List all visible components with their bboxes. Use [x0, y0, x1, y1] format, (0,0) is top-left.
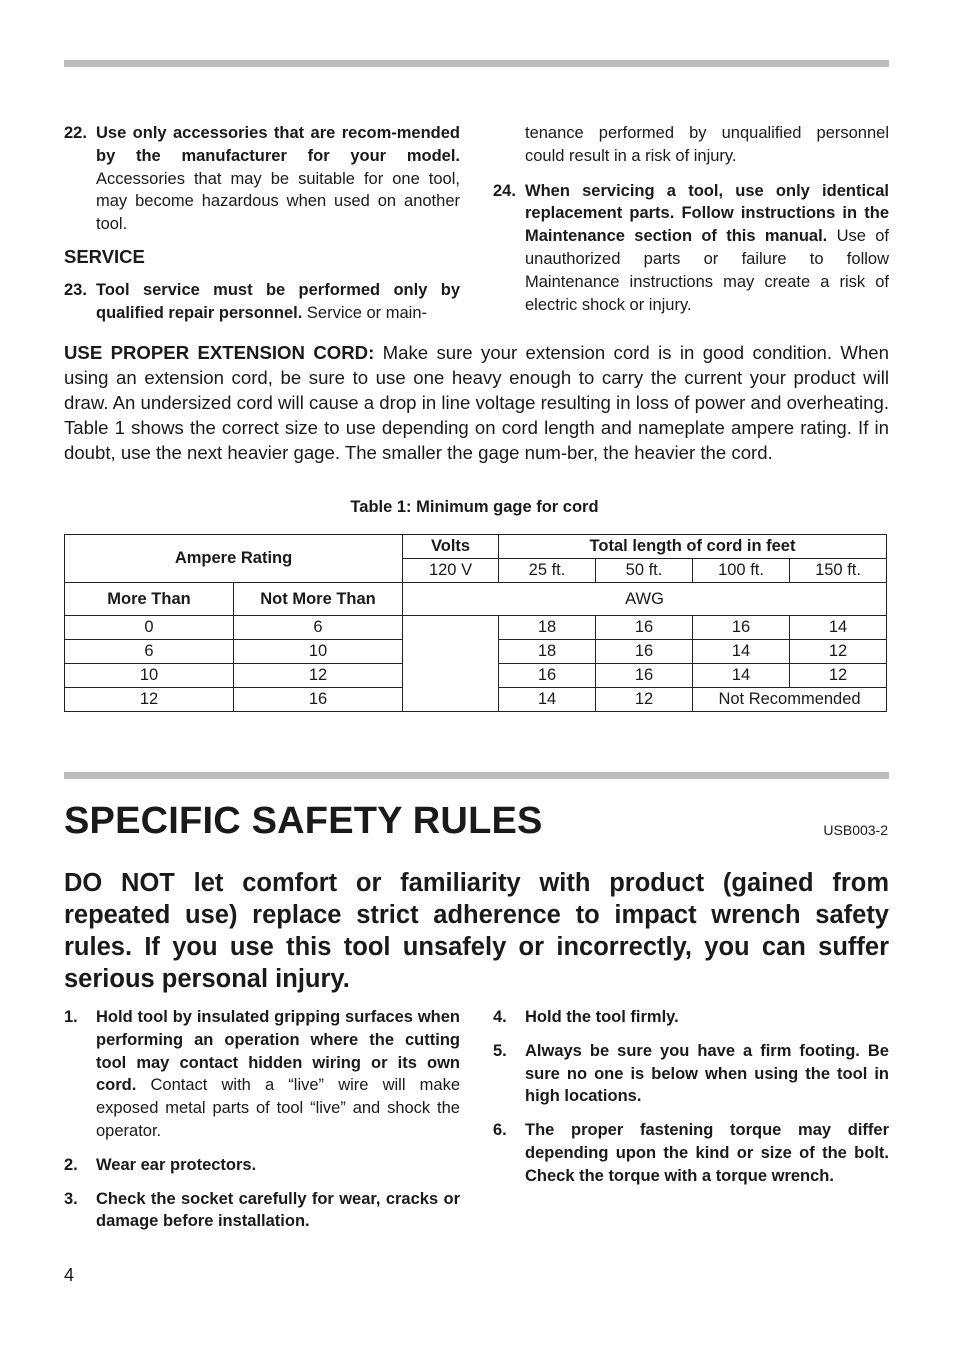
item-text: Accessories that may be suitable for one tool, may become hazardous when used on another tool. — [96, 169, 460, 234]
table-cell: 16 — [596, 616, 693, 640]
item-number: 23. — [64, 280, 87, 299]
table-cell: 14 — [693, 664, 790, 688]
cord-gage-table — [64, 534, 887, 712]
ampere-rating-header: Ampere Rating — [65, 535, 403, 583]
item-number: 24. — [493, 181, 516, 200]
table-cell: 16 — [499, 664, 596, 688]
table-cell: 12 — [234, 664, 403, 688]
page-number: 4 — [64, 1265, 75, 1285]
length-header: 150 ft. — [790, 559, 887, 583]
service-heading: SERVICE — [64, 245, 145, 267]
table-cell: 12 — [790, 664, 887, 688]
table-cell: 10 — [65, 664, 234, 688]
extension-cord-text: Make sure your extension cord is in good condition. When using an extension cord, be sure to use one heavy enough to carry the current your product will draw. An undersized cord will cause a drop in line voltage resulting in loss of power and overheating. Table 1 shows the correct size to use depending on cord length and nameplate ampere rating. If in doubt, use the next heavier gage. The smaller the gage num-ber, the heavier the cord. — [64, 342, 889, 463]
rule-item-3 — [64, 1188, 460, 1234]
table-cell: 16 — [234, 688, 403, 712]
item-text: Use of unauthorized parts or failure to follow Maintenance instructions may create a risk of electric shock or injury. — [525, 227, 889, 314]
section-rule — [64, 772, 889, 779]
item-text: tenance performed by unqualified personnel could result in a risk of injury. — [525, 124, 889, 165]
table-cell: 16 — [596, 664, 693, 688]
rule-item-5 — [493, 1040, 889, 1108]
table-cell: 6 — [65, 640, 234, 664]
extension-cord-lead: USE PROPER EXTENSION CORD: — [64, 342, 375, 363]
bottom-right-column — [493, 1006, 889, 1188]
volts-blank-cell — [403, 616, 499, 712]
table-caption: Table 1: Minimum gage for cord — [350, 498, 599, 516]
item-bold-text: Check the socket carefully for wear, cracks or damage before installation. — [96, 1189, 460, 1231]
item-bold-text: The proper fastening torque may differ depending upon the kind or size of the bolt. Check the torque with a torque wrench. — [525, 1121, 889, 1185]
item-bold-text: Hold tool by insulated gripping surfaces when performing an operation where the cutting tool may contact hidden wiring or its own cord. — [96, 1008, 460, 1095]
table-cell: 16 — [693, 616, 790, 640]
top-left-column — [64, 122, 460, 324]
item-23 — [64, 279, 460, 325]
table-cell: 12 — [790, 640, 887, 664]
awg-header: AWG — [403, 583, 887, 616]
table-cell: 12 — [65, 688, 234, 712]
item-number: 6. — [493, 1121, 507, 1140]
item-number: 1. — [64, 1008, 78, 1026]
item-bold-text: Tool service must be performed only by qualified repair personnel. — [96, 280, 460, 322]
rule-item-6 — [493, 1119, 889, 1187]
table-cell: 14 — [790, 616, 887, 640]
table-cell: 0 — [65, 616, 234, 640]
table-row — [65, 616, 887, 640]
table-cell: 18 — [499, 616, 596, 640]
item-22 — [64, 122, 460, 236]
table-cell: 14 — [693, 640, 790, 664]
item-bold-text: Hold the tool firmly. — [525, 1008, 679, 1026]
rule-item-4 — [493, 1006, 889, 1029]
item-number: 22. — [64, 124, 87, 142]
top-rule — [64, 60, 889, 67]
item-23-continued — [493, 122, 889, 168]
item-number: 2. — [64, 1155, 78, 1174]
rule-item-2 — [64, 1154, 460, 1177]
table-cell: 6 — [234, 616, 403, 640]
rule-item-1 — [64, 1006, 460, 1143]
item-number: 3. — [64, 1189, 78, 1208]
table-cell: 14 — [499, 688, 596, 712]
section-code: USB003-2 — [823, 822, 888, 838]
top-right-column — [493, 122, 889, 316]
volts-header: Volts — [403, 535, 499, 559]
table-cell: 10 — [234, 640, 403, 664]
length-header: 100 ft. — [693, 559, 790, 583]
item-bold-text: Always be sure you have a firm footing. Be sure no one is below when using the tool in high locations. — [525, 1041, 889, 1106]
voltage-cell: 120 V — [403, 559, 499, 583]
not-more-than-header: Not More Than — [234, 583, 403, 616]
table-cell: 16 — [596, 640, 693, 664]
table-cell: 12 — [596, 688, 693, 712]
item-24 — [493, 180, 889, 317]
more-than-header: More Than — [65, 583, 234, 616]
item-text: Service or main- — [302, 303, 428, 322]
warning-statement: DO NOT let comfort or familiarity with product (gained from repeated use) replace strict adherence to impact wrench safety rules. If you use this tool unsafely or incorrectly, you can suffer serious personal injury. — [64, 869, 889, 993]
bottom-left-column — [64, 1006, 460, 1233]
total-length-header: Total length of cord in feet — [499, 535, 887, 559]
extension-cord-paragraph — [64, 340, 889, 465]
length-header: 50 ft. — [596, 559, 693, 583]
item-number: 5. — [493, 1041, 507, 1060]
table-cell: 18 — [499, 640, 596, 664]
table-cell: Not Recommended — [693, 688, 887, 712]
length-header: 25 ft. — [499, 559, 596, 583]
item-bold-text: When servicing a tool, use only identical replacement parts. Follow instructions in the Maintenance section of this manual. — [525, 181, 889, 246]
item-number: 4. — [493, 1008, 507, 1026]
item-bold-text: Use only accessories that are recom-mended by the manufacturer for your model. — [96, 124, 460, 165]
item-text: Contact with a “live” wire will make exposed metal parts of tool “live” and shock the operator. — [96, 1076, 460, 1140]
section-title: SPECIFIC SAFETY RULES — [64, 800, 543, 842]
item-bold-text: Wear ear protectors. — [96, 1155, 257, 1174]
